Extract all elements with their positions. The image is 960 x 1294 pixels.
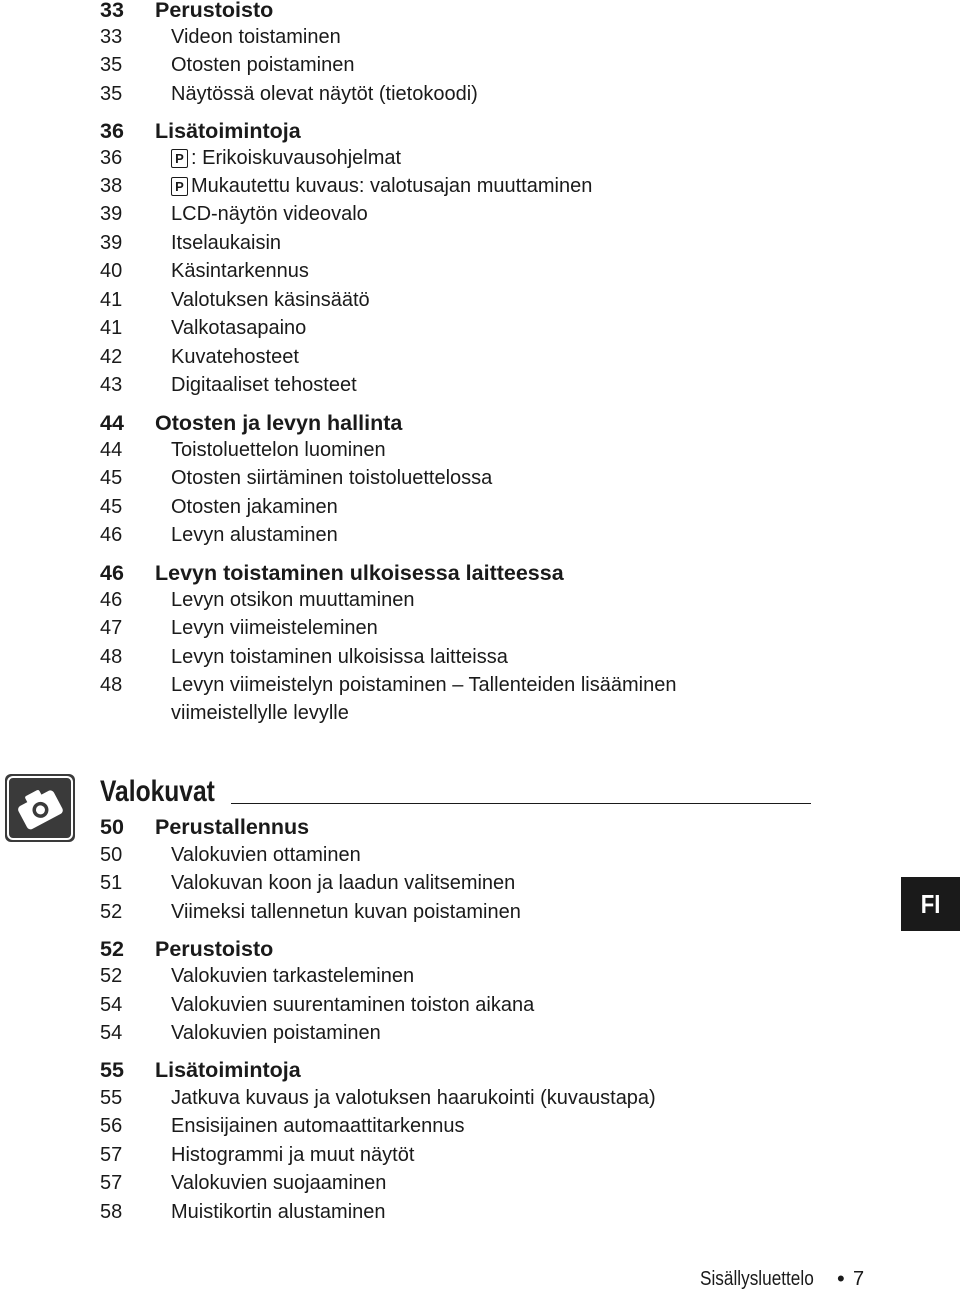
entry-title: [171, 51, 354, 79]
toc-section-heading[interactable]: [0, 559, 880, 587]
entry-title-text: Levyn toistaminen ulkoisissa laitteissa: [171, 646, 508, 668]
entry-title: [171, 371, 357, 399]
entry-title-text: Otosten jakaminen: [171, 496, 338, 518]
entry-title: [171, 1169, 386, 1197]
toc-entry[interactable]: [0, 521, 880, 549]
entry-title-continuation: viimeistellylle levylle: [171, 702, 349, 724]
toc-entry[interactable]: [0, 614, 880, 642]
toc-entry[interactable]: [0, 841, 880, 869]
heading-page-number: 52: [100, 937, 124, 961]
entry-page-number: 48: [100, 646, 123, 668]
entry-page-number: 33: [100, 26, 123, 48]
footer-page-number: 7: [853, 1268, 865, 1290]
entry-title: [171, 643, 508, 671]
entry-title: [171, 586, 414, 614]
entry-title: [171, 436, 386, 464]
entry-title-text: Itselaukaisin: [171, 232, 282, 254]
entry-page-number: 52: [100, 965, 123, 987]
entry-title: [171, 614, 378, 642]
toc-entry[interactable]: [0, 493, 880, 521]
entry-title-text: Ensisijainen automaattitarkennus: [171, 1115, 465, 1137]
toc-entry[interactable]: [0, 643, 880, 671]
chapter-title-rule: [231, 803, 811, 804]
entry-page-number: 42: [100, 346, 123, 368]
entry-page-number: 39: [100, 232, 123, 254]
entry-page-number: 36: [100, 147, 123, 169]
entry-title-text: Jatkuva kuvaus ja valotuksen haarukointi (kuvaustapa): [171, 1087, 656, 1109]
entry-title: [171, 1112, 465, 1140]
entry-title: [171, 493, 338, 521]
entry-title: [171, 1084, 656, 1112]
entry-title: [171, 1198, 386, 1226]
entry-title: [171, 671, 676, 699]
heading-title: Lisätoimintoja: [155, 119, 301, 143]
entry-page-number: 57: [100, 1144, 123, 1166]
entry-title-text: Videon toistaminen: [171, 26, 341, 48]
entry-page-number: 50: [100, 844, 123, 866]
entry-title: [171, 464, 492, 492]
toc-entry[interactable]: [0, 671, 880, 724]
entry-title-text: Valokuvien poistaminen: [171, 1022, 381, 1044]
entry-title-text: Käsintarkennus: [171, 260, 309, 282]
entry-title: [171, 869, 515, 897]
toc-entry[interactable]: [0, 23, 880, 51]
toc-entry[interactable]: [0, 962, 880, 990]
entry-title-text: Valokuvien suurentaminen toiston aikana: [171, 994, 535, 1016]
entry-title-text: Digitaaliset tehosteet: [171, 374, 357, 396]
entry-page-number: 48: [100, 674, 123, 696]
entry-page-number: 55: [100, 1087, 123, 1109]
entry-page-number: 35: [100, 54, 123, 76]
entry-title-text: Valokuvien tarkasteleminen: [171, 965, 415, 987]
entry-title-text: Valokuvien suojaaminen: [171, 1172, 387, 1194]
entry-page-number: 57: [100, 1172, 123, 1194]
entry-page-number: 51: [100, 872, 123, 894]
toc-entry[interactable]: [0, 286, 880, 314]
toc-entry[interactable]: [0, 991, 880, 1019]
entry-page-number: 56: [100, 1115, 123, 1137]
toc-entry[interactable]: [0, 144, 880, 172]
program-mode-icon: P: [171, 149, 188, 168]
entry-title-text: Kuvatehosteet: [171, 346, 299, 368]
entry-title: [171, 286, 370, 314]
toc-entry[interactable]: [0, 172, 880, 200]
footer-bullet: •: [837, 1266, 845, 1291]
entry-title-text: Valkotasapaino: [171, 317, 307, 339]
entry-page-number: 45: [100, 496, 123, 518]
entry-title: [171, 962, 414, 990]
entry-title-text: Valotuksen käsinsäätö: [171, 289, 370, 311]
entry-title: [171, 841, 361, 869]
entry-page-number: 47: [100, 617, 123, 639]
language-tab: [901, 877, 960, 931]
entry-page-number: 35: [100, 83, 123, 105]
entry-title: [171, 257, 309, 285]
toc-entry[interactable]: [0, 464, 880, 492]
toc-section-heading[interactable]: [0, 935, 880, 963]
entry-title-text: Valokuvien ottaminen: [171, 844, 361, 866]
entry-page-number: 54: [100, 1022, 123, 1044]
entry-title: [171, 144, 401, 172]
entry-page-number: 43: [100, 374, 123, 396]
toc-entry[interactable]: [0, 898, 880, 926]
entry-page-number: 41: [100, 317, 123, 339]
heading-title: Otosten ja levyn hallinta: [155, 411, 403, 435]
footer-label: Sisällysluettelo: [700, 1268, 814, 1290]
entry-page-number: 46: [100, 524, 123, 546]
heading-page-number: 46: [100, 561, 124, 585]
toc-entry[interactable]: [0, 80, 880, 108]
entry-page-number: 46: [100, 589, 123, 611]
toc-entry[interactable]: [0, 314, 880, 342]
heading-page-number: 55: [100, 1058, 124, 1082]
entry-page-number: 54: [100, 994, 123, 1016]
entry-title-text: Toistoluettelon luominen: [171, 439, 386, 461]
toc-entry[interactable]: [0, 343, 880, 371]
entry-title-text: Muistikortin alustaminen: [171, 1201, 386, 1223]
entry-title: [171, 23, 341, 51]
page-footer: [700, 1264, 870, 1294]
entry-title: [171, 343, 299, 371]
entry-title: [171, 314, 306, 342]
heading-page-number: 44: [100, 411, 124, 435]
toc-entry[interactable]: [0, 1112, 880, 1140]
toc-entry[interactable]: [0, 1169, 880, 1197]
entry-title: [171, 521, 338, 549]
toc-section-heading[interactable]: [0, 0, 880, 24]
entry-title-text: Levyn viimeistelyn poistaminen – Tallenteiden lisääminen: [171, 674, 677, 696]
toc-entry[interactable]: [0, 257, 880, 285]
toc-entry[interactable]: [0, 1019, 880, 1047]
entry-title: [171, 1141, 414, 1169]
heading-page-number: 50: [100, 815, 124, 839]
entry-title-text: : Erikoiskuvausohjelmat: [191, 147, 402, 169]
entry-page-number: 40: [100, 260, 123, 282]
entry-title-text: Otosten siirtäminen toistoluettelossa: [171, 467, 493, 489]
program-mode-icon: P: [171, 177, 188, 196]
toc-entry[interactable]: [0, 1084, 880, 1112]
entry-title-text: Mukautettu kuvaus: valotusajan muuttaminen: [191, 175, 593, 197]
entry-title: [171, 200, 368, 228]
entry-title: [171, 1019, 381, 1047]
entry-title: [171, 80, 478, 108]
entry-page-number: 39: [100, 203, 123, 225]
toc-entry[interactable]: [0, 51, 880, 79]
heading-page-number: 33: [100, 0, 124, 22]
toc-entry[interactable]: [0, 1141, 880, 1169]
entry-title-text: Otosten poistaminen: [171, 54, 355, 76]
entry-title-text: LCD-näytön videovalo: [171, 203, 368, 225]
heading-title: Lisätoimintoja: [155, 1058, 301, 1082]
toc-section-heading[interactable]: [0, 409, 880, 437]
heading-title: Levyn toistaminen ulkoisessa laitteessa: [155, 561, 564, 585]
entry-title-text: Levyn viimeisteleminen: [171, 617, 378, 639]
toc-section-heading[interactable]: [0, 117, 880, 145]
heading-title: Perustallennus: [155, 815, 310, 839]
entry-page-number: 58: [100, 1201, 123, 1223]
entry-title-text: Näytössä olevat näytöt (tietokoodi): [171, 83, 478, 105]
toc-entry[interactable]: [0, 1198, 880, 1226]
toc-entry[interactable]: [0, 200, 880, 228]
photo-chapter-title: Valokuvat: [100, 775, 215, 808]
entry-title-text: Levyn otsikon muuttaminen: [171, 589, 415, 611]
heading-title: Perustoisto: [155, 0, 274, 22]
entry-page-number: 38: [100, 175, 123, 197]
entry-page-number: 52: [100, 901, 123, 923]
entry-title-text: Valokuvan koon ja laadun valitseminen: [171, 872, 516, 894]
entry-title-text: Viimeksi tallennetun kuvan poistaminen: [171, 901, 521, 923]
toc-entry[interactable]: [0, 371, 880, 399]
toc-entry[interactable]: [0, 586, 880, 614]
toc-entry[interactable]: [0, 229, 880, 257]
toc-entry[interactable]: [0, 869, 880, 897]
entry-page-number: 44: [100, 439, 123, 461]
entry-page-number: 41: [100, 289, 123, 311]
heading-title: Perustoisto: [155, 937, 274, 961]
toc-section-heading[interactable]: [0, 813, 880, 841]
entry-title: [171, 172, 592, 200]
heading-page-number: 36: [100, 119, 124, 143]
language-tab-label: FI: [920, 889, 941, 919]
entry-title: [171, 898, 521, 926]
entry-title: [171, 991, 534, 1019]
entry-title-text: Histogrammi ja muut näytöt: [171, 1144, 415, 1166]
toc-entry[interactable]: [0, 436, 880, 464]
entry-title: [171, 229, 281, 257]
toc-section-heading[interactable]: [0, 1056, 880, 1084]
entry-page-number: 45: [100, 467, 123, 489]
entry-title-text: Levyn alustaminen: [171, 524, 338, 546]
